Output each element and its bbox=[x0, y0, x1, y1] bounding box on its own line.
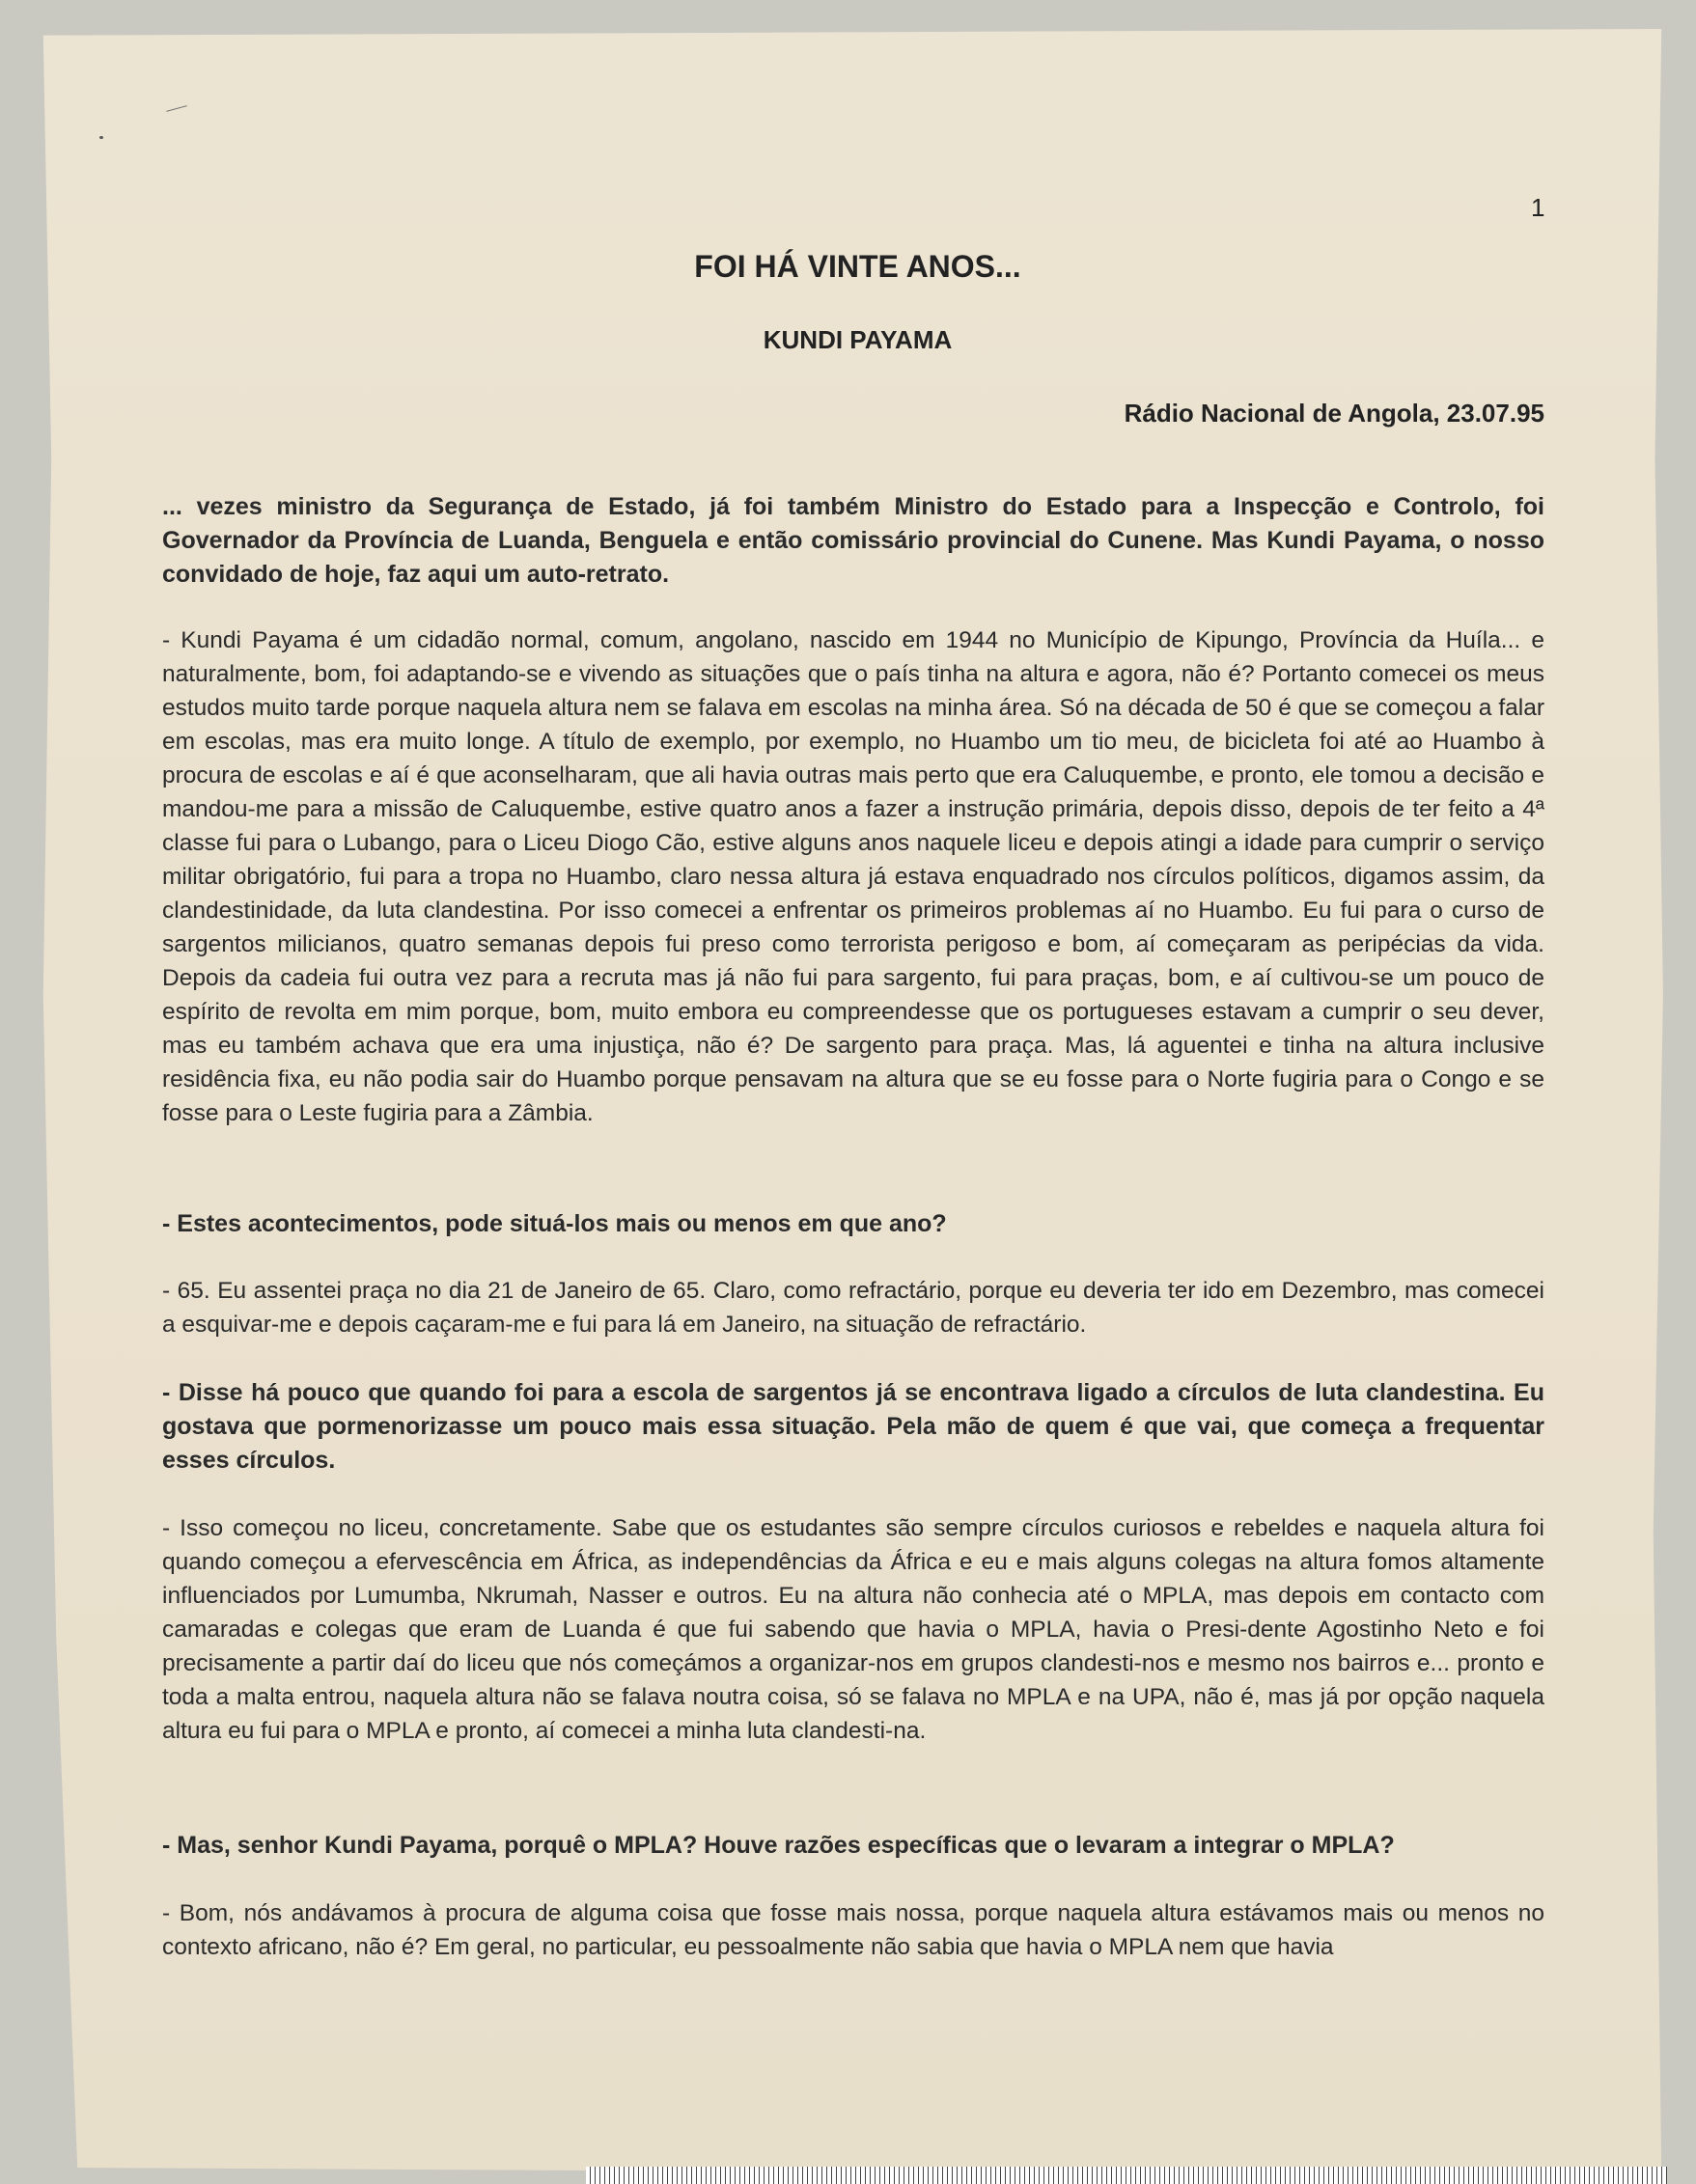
answer-paragraph-2: - 65. Eu assentei praça no dia 21 de Janeiro de 65. Claro, como refractário, porque eu deveria ter ido em Dezembro, mas comecei a esquivar-me e depois caçaram-me e fui para lá em Janeiro, na situação de refractário. bbox=[162, 1278, 1544, 1338]
page-number: 1 bbox=[1531, 193, 1545, 222]
answer-paragraph-1: - Kundi Payama é um cidadão normal, comum, angolano, nascido em 1944 no Município de Kipungo, Província da Huíla... e naturalmente, bom, foi adaptando-se e vivendo as situações que o país tinha na altura e agora, não é? Portanto comecei os meus estudos muito tarde porque naquela altura nem se falava em escolas na minha área. Só na década de 50 é que se começou a falar em escolas, mas era muito longe. A título de exemplo, por exemplo, no Huambo um tio meu, de bicicleta foi até ao Huambo à procura de escolas e aí é que aconselharam, que ali havia outras mais perto que era Caluquembe, e pronto, ele tomou a decisão e mandou-me para a missão de Caluquembe, estive quatro anos a fazer a instrução primária, depois disso, depois de ter feito a 4ª classe fui para o Lubango, para o Liceu Diogo Cão, estive alguns anos naquele liceu e depois atingi a idade para cumprir o serviço militar obrigatório, fui para a tropa no Huambo, claro nessa altura já estava enquadrado nos círculos políticos, digamos assim, da clandestinidade, da luta clandestina. Por isso comecei a enfrentar os primeiros problemas aí no Huambo. Eu fui para o curso de sargentos milicianos, quatro semanas depois fui preso como terrorista perigoso e bom, aí começaram as peripécias da vida. Depois da cadeia fui outra vez para a recruta mas já não fui para sargento, fui para praças, bom, e aí cultivou-se um pouco de espírito de revolta em mim porque, bom, muito embora eu compreendesse que os portugueses estavam a cumprir o seu dever, mas eu também achava que era uma injustiça, não é? De sargento para praça. Mas, lá aguentei e tinha na altura inclusive residência fixa, eu não podia sair do Huambo porque pensavam na altura que se eu fosse para o Norte fugiria para o Congo e se fosse para o Leste fugiria para a Zâmbia. bbox=[162, 627, 1544, 1126]
document-title: FOI HÁ VINTE ANOS... bbox=[694, 249, 1021, 284]
scan-ruler bbox=[586, 2167, 1667, 2184]
intro-paragraph: ... vezes ministro da Segurança de Estado, já foi também Ministro do Estado para a Inspecção e Controlo, foi Governador da Província de Luanda, Benguela e então comissário provincial do Cunene. Mas Kundi Payama, o nosso convidado de hoje, faz aqui um auto-retrato. bbox=[162, 493, 1544, 588]
document-author: KUNDI PAYAMA bbox=[763, 325, 953, 354]
paper-speck bbox=[99, 136, 103, 139]
document-source: Rádio Nacional de Angola, 23.07.95 bbox=[1124, 399, 1544, 428]
question-paragraph-3: - Mas, senhor Kundi Payama, porquê o MPLA? Houve razões específicas que o levaram a integrar o MPLA? bbox=[162, 1832, 1395, 1859]
answer-paragraph-4: - Bom, nós andávamos à procura de alguma coisa que fosse mais nossa, porque naquela altura estávamos mais ou menos no contexto africano, não é? Em geral, no particular, eu pessoalmente não sabia que havia o MPLA nem que havia bbox=[162, 1900, 1544, 1960]
question-paragraph-2: - Disse há pouco que quando foi para a escola de sargentos já se encontrava ligado a círculos de luta clandestina. Eu gostava que pormenorizasse um pouco mais essa situação. Pela mão de quem é que vai, que começa a frequentar esses círculos. bbox=[162, 1379, 1544, 1474]
answer-paragraph-3: - Isso começou no liceu, concretamente. Sabe que os estudantes são sempre círculos curiosos e rebeldes e naquela altura foi quando começou a efervescência em África, as independências da África e eu e mais alguns colegas na altura fomos altamente influenciados por Lumumba, Nkrumah, Nasser e outros. Eu na altura não conhecia até o MPLA, mas depois em contacto com camaradas e colegas que eram de Luanda é que fui sabendo que havia o MPLA, havia o Presi-dente Agostinho Neto e foi precisamente a partir daí do liceu que nós começámos a organizar-nos em grupos clandesti-nos e mesmo nos bairros e... pronto e toda a malta entrou, naquela altura não se falava noutra coisa, só se falava no MPLA e na UPA, não é, mas já por opção naquela altura eu fui para o MPLA e pronto, aí comecei a minha luta clandesti-na. bbox=[162, 1515, 1544, 1744]
question-paragraph-1: - Estes acontecimentos, pode situá-los mais ou menos em que ano? bbox=[162, 1210, 947, 1237]
